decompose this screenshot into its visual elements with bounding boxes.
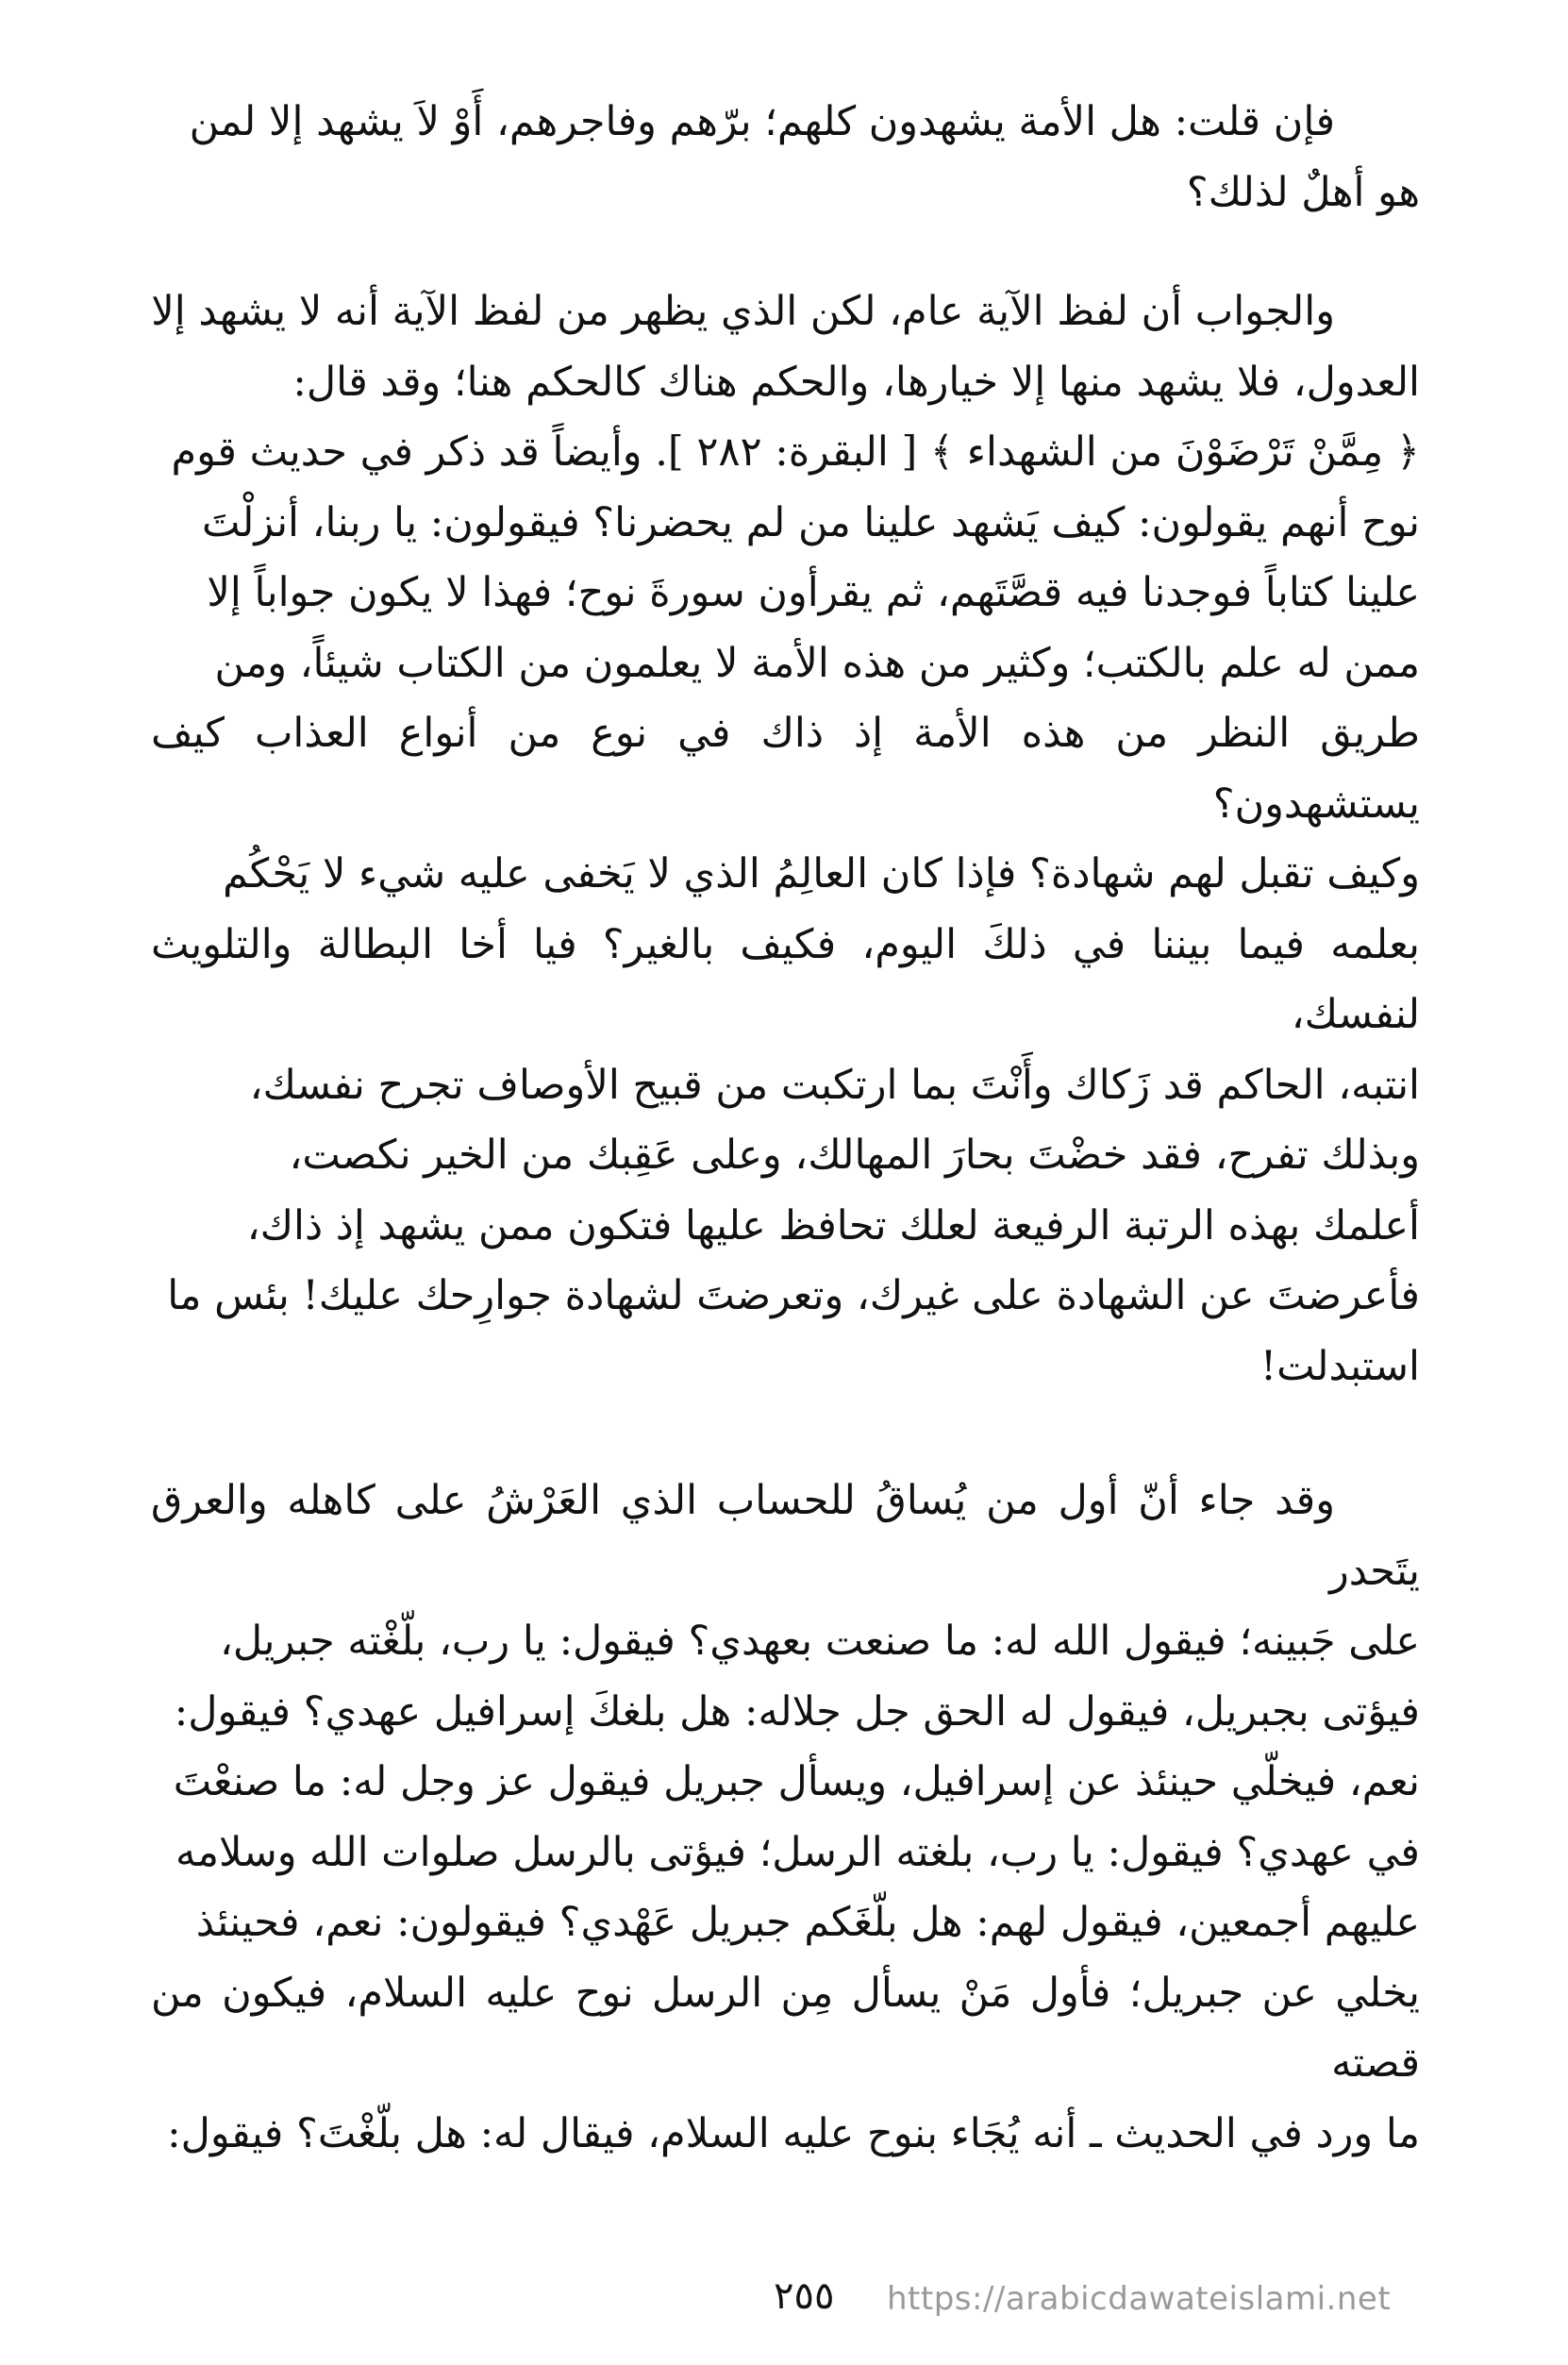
- paragraph-question: [151, 87, 1420, 227]
- text-line: فيؤتى بجبريل، فيقول له الحق جل جلاله: هل بلغكَ إسرافيل عهدي؟ فيقول:: [174, 1687, 1420, 1736]
- text-line: في عهدي؟ فيقول: يا رب، بلغته الرسل؛ فيؤتى بالرسل صلوات الله وسلامه: [175, 1828, 1420, 1876]
- watermark-url: https://arabicdawateislami.net: [887, 2280, 1392, 2318]
- text-line: أعلمك بهذه الرتبة الرفيعة لعلك تحافظ عليها فتكون ممن يشهد إذ ذاك،: [246, 1201, 1420, 1250]
- text-line: علينا كتاباً فوجدنا فيه قصَّتَهم، ثم يقرأون سورةَ نوح؛ فهذا لا يكون جواباً إلا: [207, 569, 1420, 616]
- text-line: على جَبينه؛ فيقول الله له: ما صنعت بعهدي؟ فيقول: يا رب، بلّغْته جبريل،: [220, 1618, 1420, 1665]
- text-line: عليهم أجمعين، فيقول لهم: هل بلّغَكم جبريل عَهْدي؟ فيقولون: نعم، فحينئذ: [195, 1899, 1420, 1946]
- page-footer: [0, 2274, 1568, 2331]
- text-line: والجواب أن لفظ الآية عام، لكن الذي يظهر من لفظ الآية أنه لا يشهد إلا: [151, 288, 1335, 335]
- page-number: ٢٥٥: [774, 2274, 835, 2318]
- text-line: ﴿ مِمَّنْ تَرْضَوْنَ من الشهداء ﴾ [ البقرة: ٢٨٢ ]. وأيضاً قد ذكر في حديث قوم: [171, 428, 1420, 476]
- text-line: استبدلت!: [1259, 1342, 1420, 1390]
- text-line: يخلي عن جبريل؛ فأول مَنْ يسأل مِن الرسل نوح عليه السلام، فيكون من قصته: [151, 1969, 1420, 2087]
- text-line: فأعرضتَ عن الشهادة على غيرك، وتعرضتَ لشهادة جوارِحك عليك! بئس ما: [167, 1272, 1420, 1319]
- text-line: انتبه، الحاكم قد زَكاك وأَنْتَ بما ارتكبت من قبيح الأوصاف تجرح نفسك،: [249, 1061, 1420, 1109]
- document-page: [151, 87, 1420, 2169]
- text-line: فإن قلت: هل الأمة يشهدون كلهم؛ برّهم وفاجرهم، أَوْ لاَ يشهد إلا لمن: [189, 98, 1335, 145]
- text-line: هو أهلٌ لذلك؟: [1186, 168, 1420, 216]
- text-line: نعم، فيخلّي حينئذ عن إسرافيل، ويسأل جبريل فيقول عز وجل له: ما صنعْتَ: [173, 1758, 1420, 1805]
- paragraph-hadith: [151, 1466, 1420, 2169]
- text-line: نوح أنهم يقولون: كيف يَشهد علينا من لم يحضرنا؟ فيقولون: يا ربنا، أنزلْتَ: [202, 498, 1420, 546]
- text-line: طريق النظر من هذه الأمة إذ ذاك في نوع من أنواع العذاب كيف يستشهدون؟: [151, 710, 1420, 828]
- paragraph-answer: [151, 277, 1420, 1401]
- text-line: ممن له علم بالكتب؛ وكثير من هذه الأمة لا يعلمون من الكتاب شيئاً، ومن: [214, 639, 1420, 687]
- text-line: العدول، فلا يشهد منها إلا خيارها، والحكم هناك كالحكم هنا؛ وقد قال:: [292, 358, 1420, 406]
- text-line: ما ورد في الحديث ـ أنه يُجَاء بنوح عليه السلام، فيقال له: هل بلّغْتَ؟ فيقول:: [167, 2109, 1420, 2157]
- text-line: وقد جاء أنّ أول من يُساقُ للحساب الذي العَرْشُ على كاهله والعرق يتَحدر: [151, 1477, 1420, 1595]
- text-line: بعلمه فيما بيننا في ذلكَ اليوم، فكيف بالغير؟ فيا أخا البطالة والتلويث لنفسك،: [151, 920, 1420, 1038]
- text-line: وكيف تقبل لهم شهادة؟ فإذا كان العالِمُ الذي لا يَخفى عليه شيء لا يَحْكُم: [223, 850, 1420, 897]
- text-line: وبذلك تفرح، فقد خضْتَ بحارَ المهالك، وعلى عَقِبك من الخير نكصت،: [289, 1132, 1420, 1179]
